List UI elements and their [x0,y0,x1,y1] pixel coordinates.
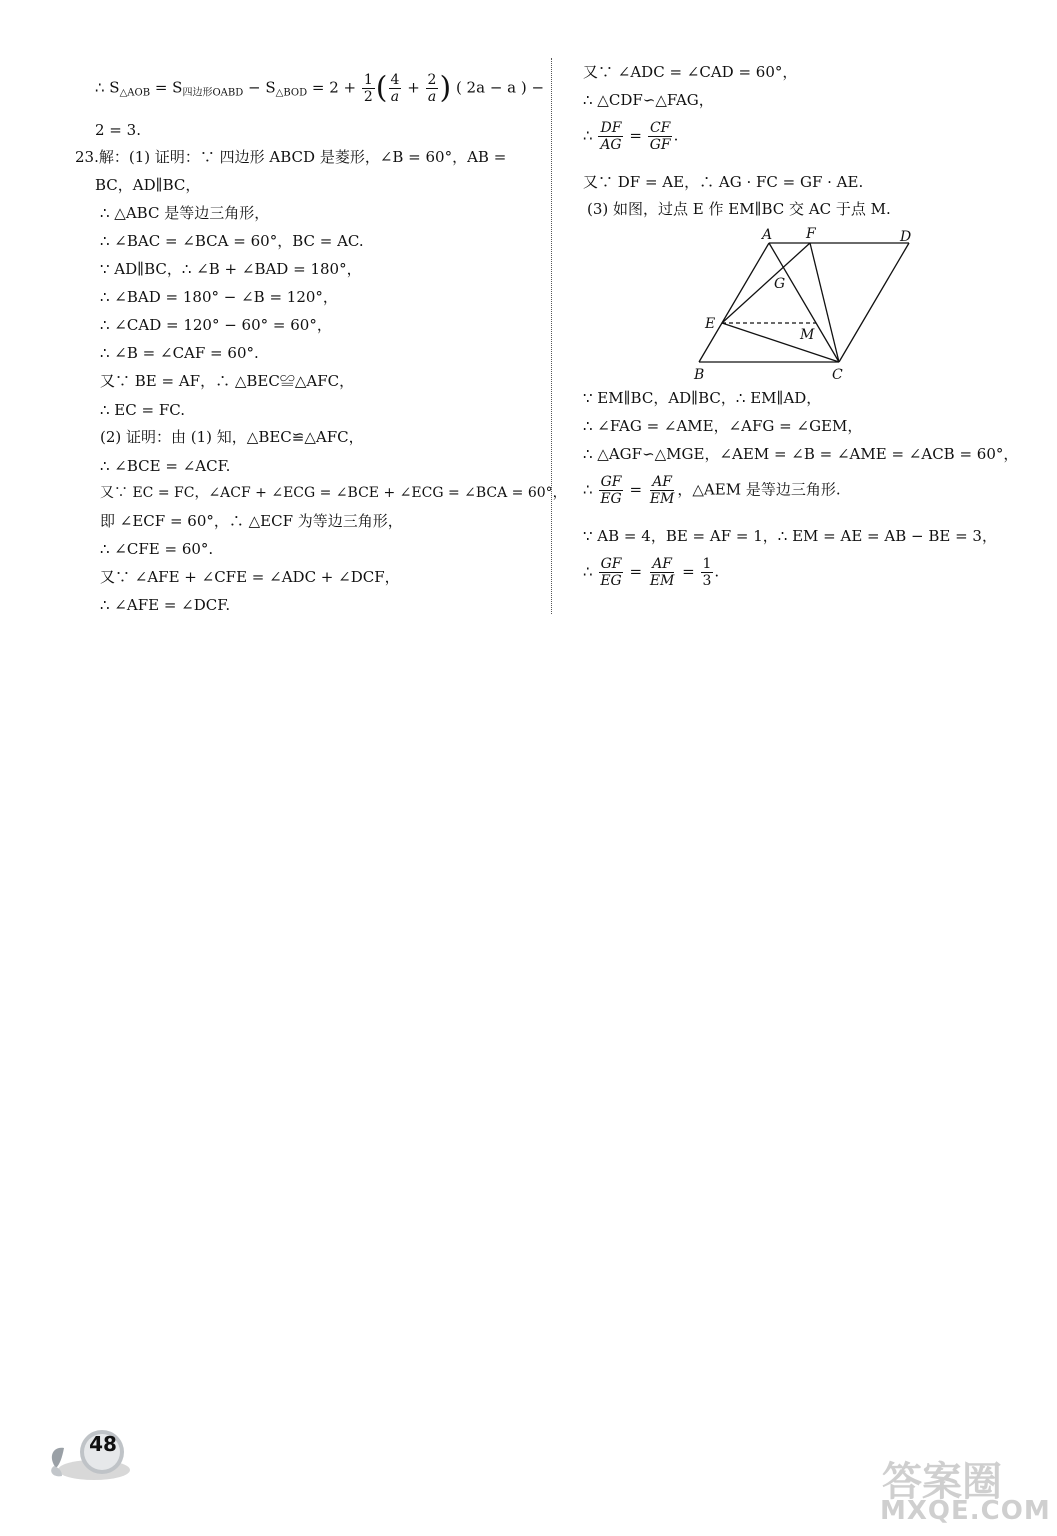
watermark-url: MXQE.COM [880,1496,1051,1526]
column-divider [551,58,552,614]
fraction: $\frac{GF}{EG}$ [600,474,622,507]
label-D: D [900,229,912,245]
right-line-6: ∵ EM∥BC，AD∥BC，∴ EM∥AD， [583,389,822,407]
label-E: E [705,316,716,332]
left-line-13: (2) 证明：由 (1) 知，△BEC≌△AFC， [100,428,364,446]
left-line-4: BC，AD∥BC， [95,176,201,194]
right-line-4: 又∵ DF = AE，∴ AG · FC = GF · AE. [583,173,864,191]
segment-EC [722,323,839,362]
left-line-8: ∴ ∠BAD = 180° − ∠B = 120°， [100,288,338,306]
fraction: $\frac{DF}{AG}$ [600,120,622,153]
page-number-badge [42,1420,137,1490]
right-line-9: ∴ $\frac{GF}{EG}$ = $\frac{AF}{EM}$ ，△AEM 是等边三角形. [583,474,841,507]
fraction: $\frac{CF}{GF}$ [649,120,671,153]
segment-FC [810,243,839,362]
fraction: $\frac{AF}{EM}$ [649,474,675,507]
fraction: $\frac{1}{3}$ [702,556,712,589]
right-line-5: (3) 如图，过点 E 作 EM∥BC 交 AC 于点 M. [587,200,891,218]
fraction: $\frac{1}{2}$ [363,72,373,105]
left-line-14: ∴ ∠BCE = ∠ACF. [100,457,231,475]
right-line-11: ∴ $\frac{GF}{EG}$ = $\frac{AF}{EM}$ = $\frac{1}{3}$ . [583,556,720,589]
page-number: 48 [89,1432,117,1456]
segment-EF [722,243,810,323]
segment-AC [769,243,839,362]
left-line-10: ∴ ∠B = ∠CAF = 60°. [100,344,259,362]
right-line-2: ∴ △CDF∽△FAG， [583,91,714,109]
label-B: B [694,367,705,383]
left-line-3: 23.解：(1) 证明：∵ 四边形 ABCD 是菱形，∠B = 60°，AB = [75,148,507,166]
segment-CD [839,243,909,362]
watermark-brand: 答案圈 [882,1459,1002,1505]
left-line-11: 又∵ BE = AF，∴ △BEC≌△AFC， [100,372,355,390]
left-line-1: ∴ $S_{\triangle AOB} = S_{四边形OABD} - S_{\triangle BOD} = 2$ + $\frac{1}{2}$ ( $\frac{4}{a}$ + $\frac{2}{a}$ ) ( 2a − a ) − [95,70,545,106]
segment-AB [699,243,769,362]
label-A: A [762,227,773,243]
fraction: $\frac{4}{a}$ [390,72,400,105]
left-line-7: ∵ AD∥BC，∴ ∠B + ∠BAD = 180°， [100,260,362,278]
label-C: C [832,367,843,383]
right-line-8: ∴ △AGF∽△MGE，∠AEM = ∠B = ∠AME = ∠ACB = 60°， [583,445,1019,463]
left-line-15: 又∵ EC = FC，∠ACF + ∠ECG = ∠BCE + ∠ECG = ∠BCA = 60°， [100,485,567,501]
right-line-7: ∴ ∠FAG = ∠AME，∠AFG = ∠GEM， [583,417,863,435]
left-line-16: 即 ∠ECF = 60°，∴ △ECF 为等边三角形， [100,512,403,530]
left-line-12: ∴ EC = FC. [100,401,185,419]
left-line-5: ∴ △ABC 是等边三角形， [100,204,270,222]
right-line-1: 又∵ ∠ADC = ∠CAD = 60°， [583,63,798,81]
left-line-18: 又∵ ∠AFE + ∠CFE = ∠ADC + ∠DCF， [100,568,400,586]
right-line-10: ∵ AB = 4，BE = AF = 1，∴ EM = AE = AB − BE = 3， [583,527,997,545]
left-line-9: ∴ ∠CAD = 120° − 60° = 60°， [100,316,332,334]
left-line-19: ∴ ∠AFE = ∠DCF. [100,596,231,614]
left-line-6: ∴ ∠BAC = ∠BCA = 60°，BC = AC. [100,232,364,250]
rhombus-diagram [690,225,920,385]
fraction: $\frac{AF}{EM}$ [649,556,675,589]
right-line-3: ∴ $\frac{DF}{AG}$ = $\frac{CF}{GF}$ . [583,120,679,153]
label-M: M [800,327,815,343]
label-G: G [774,276,786,292]
label-F: F [806,226,816,242]
left-line-17: ∴ ∠CFE = 60°. [100,540,214,558]
fraction: $\frac{2}{a}$ [427,72,437,105]
fraction: $\frac{GF}{EG}$ [600,556,622,589]
left-line-2: 2 = 3. [95,121,141,139]
